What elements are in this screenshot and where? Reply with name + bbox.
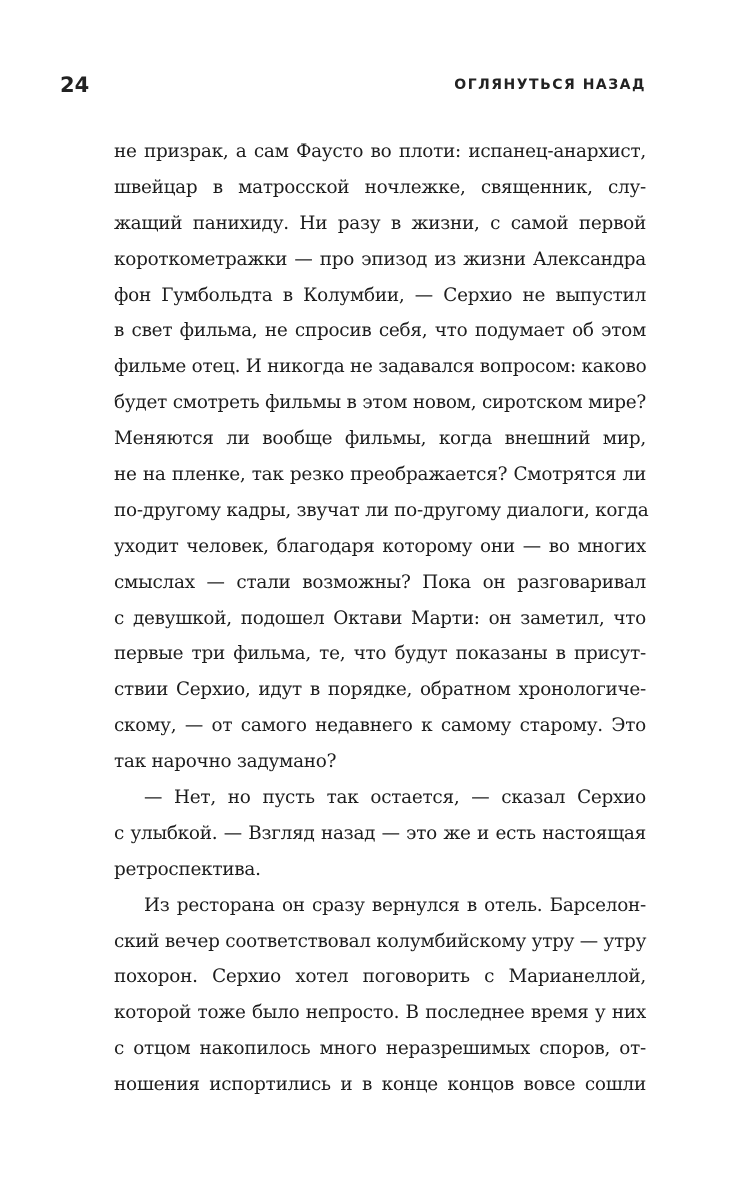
text-line: первые три фильма, те, что будут показаны в присут- — [114, 643, 646, 665]
text-line: которой тоже было непросто. В последнее время у них — [114, 1002, 646, 1024]
text-line: по-другому кадры, звучат ли по-другому диалоги, когда — [114, 499, 649, 521]
text-line: ский вечер соответствовал колумбийскому утру — утру — [114, 930, 647, 952]
page-header — [60, 70, 646, 100]
text-line: Меняются ли вообще фильмы, когда внешний мир, — [114, 428, 646, 450]
text-line: швейцар в матросской ночлежке, священник, слу- — [114, 176, 646, 198]
text-line: ношения испортились и в конце концов вовсе сошли — [114, 1074, 646, 1096]
text-line: скому, — от самого недавнего к самому старому. Это — [114, 715, 646, 737]
text-line: в свет фильма, не спросив себя, что подумает об этом — [114, 320, 646, 342]
text-line: не призрак, а сам Фаусто во плоти: испанец-анархист, — [114, 141, 646, 162]
text-line: жащий панихиду. Ни разу в жизни, с самой первой — [114, 212, 646, 234]
text-line: с отцом накопилось много неразрешимых споров, от- — [114, 1038, 646, 1060]
page-number: 24 — [60, 73, 90, 97]
text-line: так нарочно задумано? — [114, 751, 337, 773]
body-text — [114, 134, 649, 1103]
text-line: — Нет, но пусть так остается, — сказал Серхио — [144, 787, 646, 809]
running-title: ОГЛЯНУТЬСЯ НАЗАД — [454, 77, 646, 93]
text-line: с девушкой, подошел Октави Марти: он заметил, что — [114, 607, 646, 629]
text-line: с улыбкой. — Взгляд назад — это же и есть настоящая — [114, 822, 646, 844]
text-line: фон Гумбольдта в Колумбии, — Серхио не выпустил — [114, 284, 646, 306]
text-line: смыслах — стали возможны? Пока он разговаривал — [114, 571, 646, 593]
text-line: уходит человек, благодаря которому они — во многих — [114, 535, 646, 557]
text-line: ретроспектива. — [114, 858, 261, 880]
text-line: фильме отец. И никогда не задавался вопросом: каково — [114, 356, 647, 378]
text-line: не на пленке, так резко преображается? Смотрятся ли — [114, 464, 646, 486]
text-line: похорон. Серхио хотел поговорить с Марианеллой, — [114, 966, 646, 988]
text-line: ствии Серхио, идут в порядке, обратном хронологиче- — [114, 679, 646, 701]
text-line: короткометражки — про эпизод из жизни Александра — [114, 248, 646, 270]
text-line: Из ресторана он сразу вернулся в отель. Барселон- — [144, 894, 646, 916]
text-line: будет смотреть фильмы в этом новом, сиротском мире? — [114, 392, 646, 414]
